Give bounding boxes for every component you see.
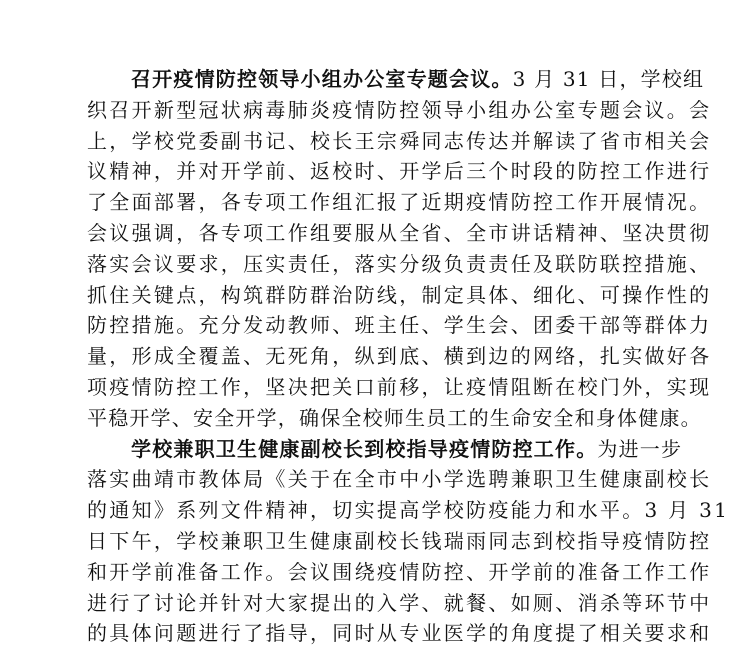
paragraph-1-line: 织召开新型冠状病毒肺炎疫情防控领导小组办公室专题会议。会 (87, 97, 712, 122)
paragraph-2-line-1 (87, 434, 683, 465)
paragraph-1-line: 会议强调，各专项工作组要服从全省、全市讲话精神、坚决贯彻 (87, 220, 712, 245)
paragraph-1-line: 上，学校党委副书记、校长王宗舜同志传达并解读了省市相关会 (87, 128, 712, 153)
paragraph-1-heading: 召开疫情防控领导小组办公室专题会议。 (131, 67, 513, 91)
paragraph-1-line: 项疫情防控工作，坚决把关口前移，让疫情阻断在校门外，实现 (87, 374, 712, 399)
paragraph-1-line: 防控措施。充分发动教师、班主任、学生会、团委干部等群体力 (87, 313, 712, 338)
paragraph-2-line: 日下午，学校兼职卫生健康副校长钱瑞雨同志到校指导疫情防控 (87, 528, 712, 553)
paragraph-1-line: 落实会议要求，压实责任，落实分级负责责任及联防联控措施、 (87, 251, 712, 276)
paragraph-1-line-1 (87, 64, 705, 95)
paragraph-2-text: 为进一步 (597, 436, 683, 461)
paragraph-1-line: 量，形成全覆盖、无死角，纵到底、横到边的网络，扎实做好各 (87, 344, 712, 369)
paragraph-1-line: 了全面部署，各专项工作组汇报了近期疫情防控工作开展情况。 (87, 190, 712, 215)
paragraph-2-line: 的通知》系列文件精神，切实提高学校防疫能力和水平。3 月 31 (87, 498, 729, 523)
paragraph-2-line: 进行了讨论并针对大家提出的入学、就餐、如厕、消杀等环节中 (87, 590, 712, 615)
document-body (87, 64, 729, 649)
paragraph-1-text: 3 月 31 日，学校组 (512, 67, 705, 91)
paragraph-2-line: 和开学前准备工作。会议围绕疫情防控、开学前的准备工作工作 (87, 559, 712, 584)
paragraph-2-heading: 学校兼职卫生健康副校长到校指导疫情防控工作。 (131, 436, 598, 461)
paragraph-1-line: 抓住关键点，构筑群防群治防线，制定具体、细化、可操作性的 (87, 282, 712, 307)
paragraph-2-line: 的具体问题进行了指导，同时从专业医学的角度提了相关要求和 (87, 621, 712, 646)
paragraph-1-line: 议精神，并对开学前、返校时、开学后三个时段的防控工作进行 (87, 159, 712, 184)
paragraph-1-line: 平稳开学、安全开学，确保全校师生员工的生命安全和身体健康。 (87, 405, 702, 430)
paragraph-2-line: 落实曲靖市教体局《关于在全市中小学选聘兼职卫生健康副校长 (87, 467, 712, 492)
